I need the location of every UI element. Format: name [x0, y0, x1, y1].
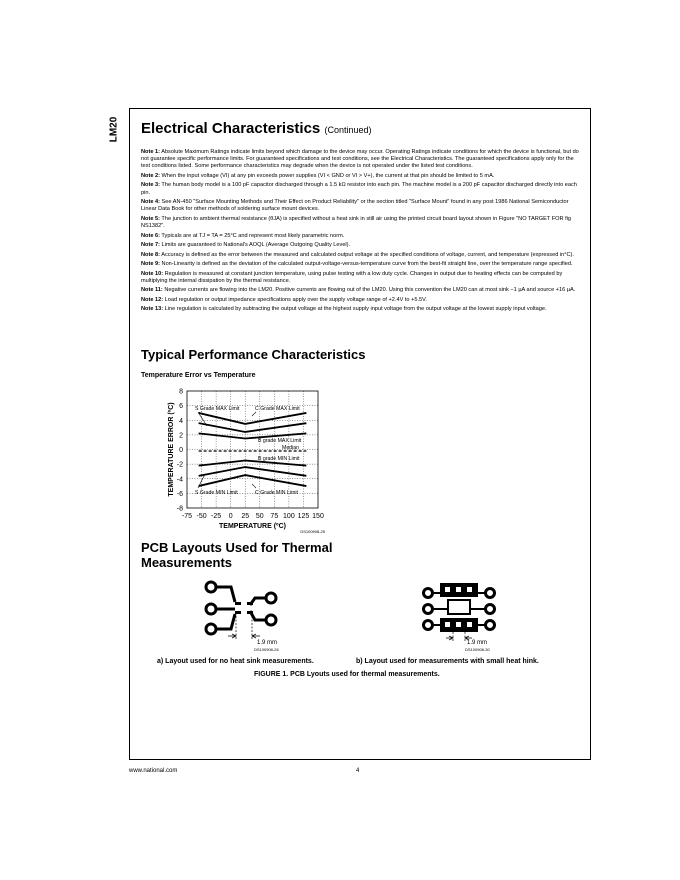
caption-a: a) Layout used for no heat sink measurements. [157, 658, 314, 665]
chart-y-tick-label: 6 [179, 403, 183, 411]
chart-label-s-grade-max: S Grade MAX Limit [195, 406, 240, 412]
chart-y-tick-label: -2 [176, 461, 183, 469]
chart-x-tick-label: -75 [181, 513, 193, 520]
chart-x-tick-label: 75 [270, 513, 279, 520]
note-12: Note 12: Load regulation or output impedance specifications apply over the supply voltage range of +2.4V to +5.5V. [141, 296, 427, 303]
pcb-b-dimension: 1.9 mm [467, 640, 488, 646]
chart-y-axis-label: TEMPERATURE ERROR (ºC) [168, 402, 175, 497]
chart-y-tick-label: -6 [176, 490, 183, 498]
chart-y-tick-label: 2 [179, 432, 183, 440]
chart-x-tick-label: 0 [228, 513, 233, 520]
note-3: Note 3: The human body model is a 100 pF capacitor discharged through a 1.5 kΩ resistor into each pin. The machine model is a 200 pF capacitor discharged directly into each pin. [141, 182, 577, 196]
side-part-label: LM20 [108, 116, 120, 143]
chart-label-c-grade-min: C Grade MIN Limit [255, 490, 298, 496]
footer-page-number: 4 [356, 768, 360, 774]
pcb-a-dimension: 1.9 mm [257, 640, 278, 646]
chart-series-line [199, 423, 307, 432]
footer-website[interactable]: www.national.com [129, 768, 178, 774]
continued-label: (Continued) [324, 125, 372, 135]
chart-label-leader [252, 412, 256, 416]
pcb-heading-line1: PCB Layouts Used for Thermal [141, 540, 333, 555]
chart-label-c-grade-max: C Grade MAX Limit [255, 406, 300, 412]
chart-x-tick-label: 25 [241, 513, 250, 520]
chart-series-line [199, 467, 307, 476]
pcb-heading-line2: Measurements [141, 555, 233, 570]
chart-x-tick-label: 125 [297, 513, 310, 520]
note-4: Note 4: See AN-450 "Surface Mounting Methods and Their Effect on Product Reliability" or the section titled "Surface Mount" found in any post 1986 National Semiconductor Linear Data Book for other methods of soldering surface mount devices. [141, 199, 569, 213]
note-9: Note 9: Non-Linearity is defined as the deviation of the calculated output-voltage-versus-temperature curve from the best-fit straight line, over the temperature range specified. [141, 261, 573, 268]
chart-y-tick-label: -4 [176, 476, 183, 484]
chart-x-tick-label: 150 [312, 513, 324, 520]
chart-x-tick-label: -50 [196, 513, 207, 520]
note-7: Note 7: Limits are guaranteed to National's AOQL (Average Outgoing Quality Level). [141, 242, 351, 249]
note-8: Note 8: Accuracy is defined as the error between the measured and calculated output voltage at the specified conditions of voltage, current, and temperature (expressed in°C). [141, 251, 574, 258]
chart-x-tick-label: -25 [211, 513, 222, 520]
chart-label-median: Median [282, 445, 300, 451]
chart-label-s-grade-min: S Grade MIN Limit [195, 490, 238, 496]
pcb-heading [141, 540, 332, 570]
note-2: Note 2: When the input voltage (VI) at any pin exceeds power supplies (VI < GND or VI > V+), the current at that pin should be limited to 5 mA. [141, 172, 495, 179]
note-11: Note 11: Negative currents are flowing into the LM20. Positive currents are flowing out of the LM20. Using this convention the LM20 can at most sink −1 µA and source +16 µA. [141, 287, 576, 294]
chart-label-b-grade-max: B grade MAX Limit [258, 438, 302, 444]
section-title-text: Electrical Characteristics [141, 120, 321, 137]
caption-b: b) Layout used for measurements with small heat hink. [356, 658, 539, 665]
chart-y-tick-label: 8 [179, 388, 183, 396]
pcb-b-id: DS100908-30 [465, 647, 490, 652]
chart-y-tick-label: -8 [176, 505, 183, 513]
pcb-layout-a [195, 578, 295, 650]
chart-label-leader [252, 484, 256, 488]
chart-x-axis-label: TEMPERATURE (ºC) [219, 523, 286, 530]
chart-series-line [199, 413, 307, 424]
pcb-a-id: DS100908-26 [254, 647, 279, 652]
note-10: Note 10: Regulation is measured at constant junction temperature, using pulse testing with a low duty cycle. Changes in output due to heating effects can be computed by multiplying the internal dissipation by the thermal resistance. [141, 270, 563, 284]
typical-performance-heading: Typical Performance Characteristics [141, 347, 366, 362]
chart-figure-id: DS100908-25 [300, 529, 325, 534]
chart-y-tick-label: 0 [179, 447, 183, 454]
chart-subtitle: Temperature Error vs Temperature [141, 372, 256, 379]
chart-y-tick-label: 4 [179, 417, 183, 425]
chart-x-tick-label: 50 [255, 513, 264, 520]
note-1: Note 1: Absolute Maximum Ratings indicate limits beyond which damage to the device may occur. Operating Ratings indicate conditions for which the device is functional, but do not guarantee specific performance limits. For guaranteed specifications and test conditions, see the Electrical Characteristics. The guaranteed specifications apply only for the test conditions listed. Some performance characteristics may degrade when the device is not operated under the listed test conditions. [141, 149, 579, 170]
note-5: Note 5: The junction to ambient thermal resistance (θJA) is specified without a heat sink in still air using the printed circuit board layout shown in Figure "NO TARGET FOR fig NS1382". [141, 215, 571, 230]
note-13: Note 13: Line regulation is calculated by subtracting the output voltage at the highest supply input voltage from the output voltage at the lowest supply input voltage. [141, 306, 547, 313]
chart-x-tick-label: 100 [283, 513, 295, 520]
figure-caption: FIGURE 1. PCB Lyouts used for thermal measurements. [254, 671, 440, 678]
note-6: Note 6: Typicals are at TJ = TA = 25°C and represent most likely parametric norm. [141, 232, 345, 239]
chart-label-b-grade-min: B grade MIN Limit [258, 456, 300, 462]
